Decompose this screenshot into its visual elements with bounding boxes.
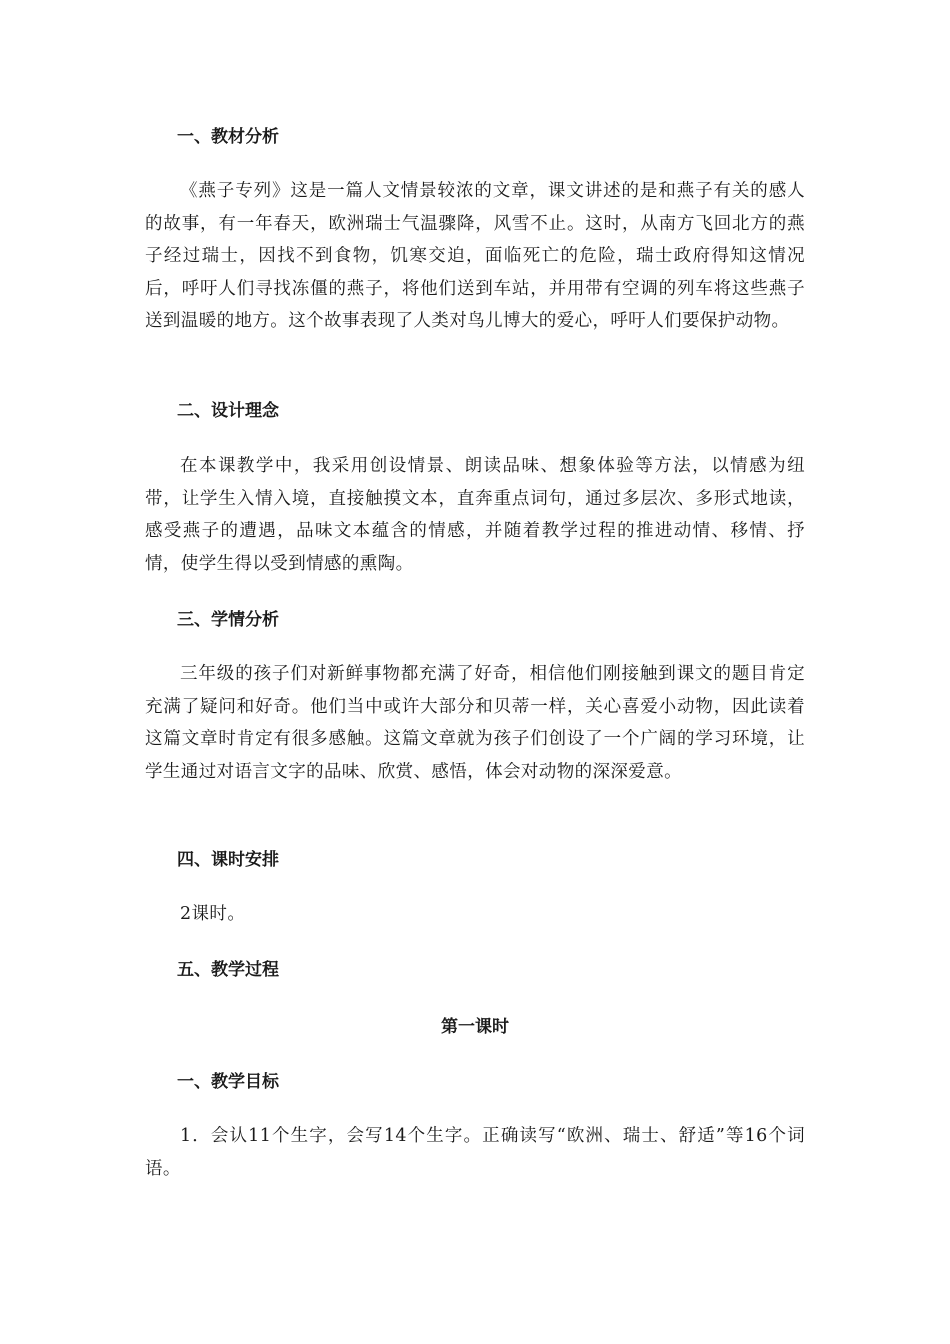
paragraph-student-analysis: 三年级的孩子们对新鲜事物都充满了好奇，相信他们刚接触到课文的题目肯定充满了疑问和好奇。他们当中或许大部分和贝蒂一样，关心喜爱小动物，因此读着这篇文章时肯定有很多感触。这篇文章就为孩子们创设了一个广阔的学习环境，让学生通过对语言文字的品味、欣赏、感悟，体会对动物的深深爱意。: [145, 664, 805, 782]
paragraph-design-concept: 在本课教学中，我采用创设情景、朗读品味、想象体验等方法，以情感为纽带，让学生入情入境，直接触摸文本，直奔重点词句，通过多层次、多形式地读，感受燕子的遭遇，品味文本蕴含的情感，并随着教学过程的推进动情、移情、抒情，使学生得以受到情感的熏陶。: [145, 456, 805, 574]
lesson-title: 第一课时: [441, 1017, 509, 1037]
section-heading-schedule: 四、课时安排: [177, 850, 279, 870]
section-heading-teaching-goals: 一、教学目标: [177, 1072, 279, 1092]
section-heading-textbook-analysis: 一、教材分析: [177, 127, 279, 147]
section-heading-student-analysis: 三、学情分析: [177, 610, 279, 630]
section-heading-teaching-process: 五、教学过程: [177, 960, 279, 980]
paragraph-schedule: 2课时。: [180, 904, 246, 924]
section-heading-design-concept: 二、设计理念: [177, 401, 279, 421]
paragraph-textbook-analysis: 《燕子专列》这是一篇人文情景较浓的文章，课文讲述的是和燕子有关的感人的故事，有一年春天，欧洲瑞士气温骤降，风雪不止。这时，从南方飞回北方的燕子经过瑞士，因找不到食物，饥寒交迫，面临死亡的危险，瑞士政府得知这情况后，呼吁人们寻找冻僵的燕子，将他们送到车站，并用带有空调的列车将这些燕子送到温暖的地方。这个故事表现了人类对鸟儿博大的爱心，呼吁人们要保护动物。: [145, 181, 805, 332]
goal-item-1: 1．会认11个生字，会写14个生字。正确读写“欧洲、瑞士、舒适”等16个词语。: [145, 1126, 805, 1179]
